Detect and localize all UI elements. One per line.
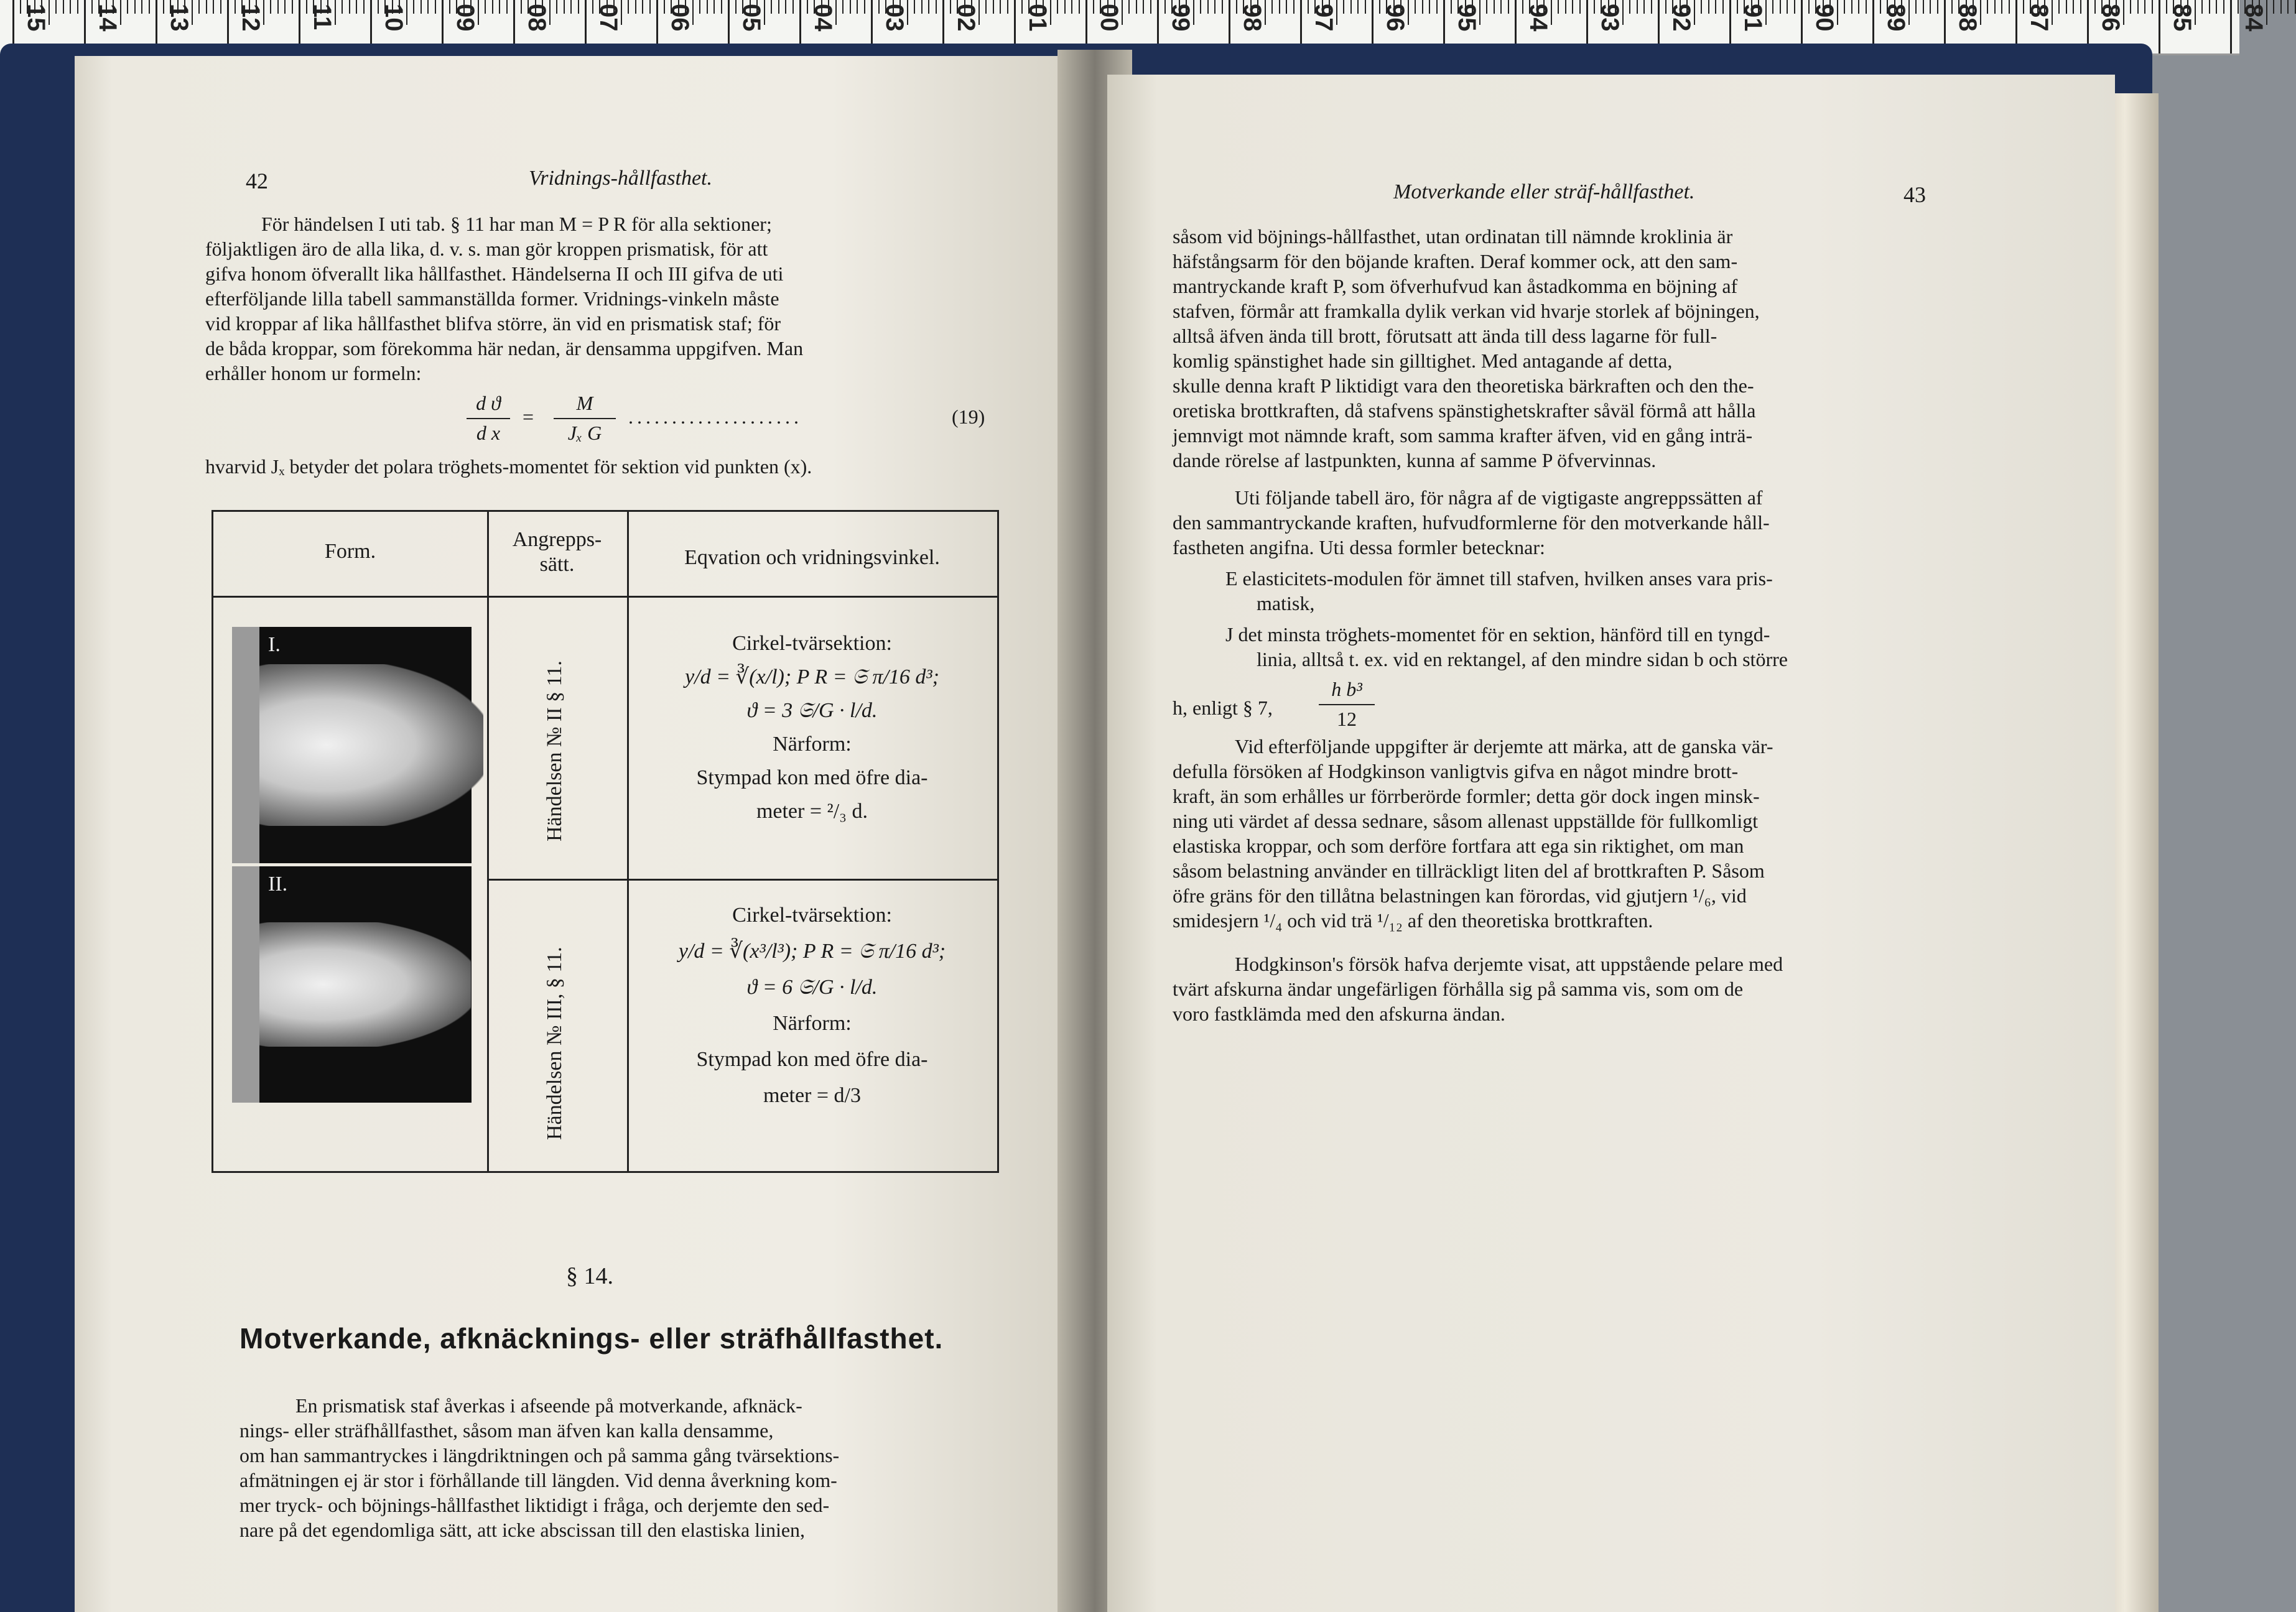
right-page — [1107, 75, 2115, 1612]
ruler-minor-tick — [413, 0, 414, 14]
ruler-minor-tick — [642, 0, 643, 14]
definition-h: h, enligt § 7, h b³ 12 — [1173, 678, 1546, 740]
page-number: 43 — [1903, 182, 1926, 207]
ruler-minor-tick — [1522, 0, 1523, 14]
ruler-minor-tick — [993, 0, 994, 14]
ruler-minor-tick — [635, 0, 636, 14]
ruler-number: 05 — [738, 4, 765, 32]
ruler-minor-tick — [1093, 0, 1094, 14]
ruler-minor-tick — [1780, 0, 1781, 14]
figure-I: I. — [232, 627, 472, 863]
ruler-minor-tick — [1665, 0, 1666, 14]
ruler-minor-tick — [628, 0, 629, 14]
ruler-minor-tick — [1594, 0, 1595, 14]
ruler-minor-tick — [2073, 0, 2074, 14]
paragraph-3: En prismatisk staf åverkas i afseende på motverkande, afknäck- nings- eller sträfhållfasthet, såsom man äfven kan kalla densamme, om han sammantryckes i längdriktningen och på samma gång tvärsektions- afmätningen ej är stor i förhållande till längden. Vid denna åverkning kom- mer tryck- och böjnings-hållfasthet liktidigt i fråga, och derjemte den sed- nare på det egendomliga sätt, att icke abscissan till den elastiska linien, — [239, 1394, 840, 1541]
ruler-minor-tick — [1851, 0, 1852, 14]
ruler-number: 02 — [952, 4, 980, 32]
ruler-minor-tick — [2280, 0, 2282, 14]
ruler-minor-tick — [1579, 0, 1581, 14]
ruler-minor-tick — [2144, 0, 2145, 14]
ruler-minor-tick — [2223, 0, 2224, 14]
ruler-minor-tick — [127, 0, 128, 14]
ruler-minor-tick — [1794, 0, 1795, 14]
ruler-number: 98 — [1239, 4, 1266, 32]
ruler-minor-tick — [492, 0, 493, 14]
ruler-minor-tick — [1422, 0, 1423, 14]
ruler-minor-tick — [1164, 0, 1166, 14]
ruler-minor-tick — [2287, 0, 2289, 14]
ruler-minor-tick — [1365, 0, 1366, 14]
ruler-minor-tick — [206, 0, 207, 14]
ruler-minor-tick — [435, 0, 436, 14]
ruler-number: 84 — [2240, 4, 2267, 32]
ruler-minor-tick — [1637, 0, 1638, 14]
ruler-minor-tick — [1271, 0, 1273, 14]
ruler-minor-tick — [1007, 0, 1008, 14]
ruler-minor-tick — [2080, 0, 2081, 14]
ruler-minor-tick — [1136, 0, 1137, 14]
ruler-minor-tick — [1357, 0, 1359, 14]
ruler-number: 95 — [1453, 4, 1480, 32]
paragraph-2: hvarvid Jₓ betyder det polara tröghets-momentet för sektion vid punkten (x). — [205, 455, 812, 478]
ruler-minor-tick — [1000, 0, 1001, 14]
ruler-minor-tick — [721, 0, 722, 14]
ruler-minor-tick — [20, 0, 21, 14]
left-page — [75, 56, 1082, 1612]
ruler-minor-tick — [1143, 0, 1144, 14]
ruler-number: 93 — [1596, 4, 1624, 32]
ruler-minor-tick — [427, 0, 429, 14]
ruler-minor-tick — [985, 0, 987, 14]
ruler-minor-tick — [1379, 0, 1380, 14]
ruler-minor-tick — [421, 0, 422, 14]
ruler-minor-tick — [1021, 0, 1023, 14]
ruler-minor-tick — [1494, 0, 1495, 14]
ruler-number: 04 — [809, 4, 837, 32]
ruler-number: 86 — [2097, 4, 2124, 32]
ruler-minor-tick — [163, 0, 164, 14]
ruler-minor-tick — [141, 0, 142, 14]
paragraph-2: Uti följande tabell äro, för några af de vigtigaste angreppssätten af den sammantryckande kraften, hufvudformlerne för den motverkande håll- fastheten angifna. Uti dessa formler betecknar: — [1173, 486, 1770, 558]
ruler-number: 13 — [165, 4, 193, 32]
ruler-number: 92 — [1668, 4, 1695, 32]
ruler-minor-tick — [1558, 0, 1559, 14]
ruler-minor-tick — [699, 0, 700, 14]
ruler-minor-tick — [1643, 0, 1645, 14]
ruler-number: 88 — [1954, 4, 1981, 32]
ruler-minor-tick — [235, 0, 236, 14]
ruler-minor-tick — [2023, 0, 2024, 14]
ruler-minor-tick — [1787, 0, 1788, 14]
ruler-minor-tick — [556, 0, 557, 14]
ruler-number: 94 — [1525, 4, 1552, 32]
ruler-minor-tick — [485, 0, 486, 14]
ruler-minor-tick — [878, 0, 880, 14]
ruler-minor-tick — [449, 0, 450, 14]
ruler-minor-tick — [1737, 0, 1738, 14]
ruler-minor-tick — [2216, 0, 2217, 14]
ruler-minor-tick — [1071, 0, 1072, 14]
ruler-minor-tick — [63, 0, 64, 14]
ruler-minor-tick — [1293, 0, 1294, 14]
ruler-minor-tick — [807, 0, 808, 14]
ruler-minor-tick — [213, 0, 214, 14]
ruler-number: 96 — [1382, 4, 1409, 32]
ruler-minor-tick — [936, 0, 937, 14]
ruler-number: 91 — [1739, 4, 1767, 32]
ruler-minor-tick — [1565, 0, 1566, 14]
ruler-minor-tick — [578, 0, 579, 14]
ruler-minor-tick — [1350, 0, 1352, 14]
ruler-minor-tick — [356, 0, 357, 14]
ruler-minor-tick — [842, 0, 844, 14]
ruler-minor-tick — [499, 0, 500, 14]
ruler-minor-tick — [1128, 0, 1130, 14]
ruler-minor-tick — [1150, 0, 1151, 14]
ruler-number: 03 — [881, 4, 908, 32]
ruler-minor-tick — [850, 0, 851, 14]
ruler-minor-tick — [91, 0, 93, 14]
ruler-minor-tick — [1701, 0, 1702, 14]
ruler-minor-tick — [270, 0, 271, 14]
equation-row-2: Cirkel-tvärsektion: y/d = ∛(x³/l³); P R = 𝔖 π/16 d³; ϑ = 6 𝔖/G · l/d. Närform: Stympad kon med öfre dia- meter = d/3 — [678, 904, 946, 1107]
ruler-minor-tick — [2238, 0, 2239, 14]
form-table — [211, 510, 999, 1173]
ruler-minor-tick — [2066, 0, 2067, 14]
ruler-minor-tick — [1343, 0, 1344, 14]
ruler-minor-tick — [134, 0, 136, 14]
figure-II: II. — [232, 866, 472, 1103]
ruler-number: 99 — [1167, 4, 1194, 32]
ruler-minor-tick — [1651, 0, 1652, 14]
ruler-minor-tick — [792, 0, 794, 14]
ruler-minor-tick — [2130, 0, 2131, 14]
ruler-number: 97 — [1310, 4, 1337, 32]
ruler-number: 09 — [452, 4, 479, 32]
case-label-1: Händelsen № II § 11. — [543, 660, 566, 841]
ruler-minor-tick — [1200, 0, 1201, 14]
ruler-minor-tick — [1722, 0, 1724, 14]
ruler-minor-tick — [713, 0, 715, 14]
running-head: Vridnings-hållfasthet. — [529, 167, 712, 190]
ruler-minor-tick — [1286, 0, 1287, 14]
case-label-2: Händelsen № III, § 11. — [543, 947, 566, 1140]
running-head: Motverkande eller sträf-hållfasthet. — [1393, 180, 1695, 203]
ruler-tick — [2230, 0, 2232, 53]
ruler-minor-tick — [1708, 0, 1709, 14]
ruler-minor-tick — [2137, 0, 2139, 14]
ruler-minor-tick — [284, 0, 286, 14]
section-number: § 14. — [566, 1263, 613, 1289]
header-angrepp: Angrepps- sätt. — [512, 528, 602, 576]
ruler-minor-tick — [277, 0, 279, 14]
ruler-number: 01 — [1024, 4, 1051, 32]
header-form: Form. — [324, 540, 376, 563]
ruler-number: 85 — [2168, 4, 2196, 32]
ruler-minor-tick — [707, 0, 708, 14]
ruler-number: 90 — [1811, 4, 1838, 32]
ruler-minor-tick — [378, 0, 379, 14]
paragraph-4: Hodgkinson's försök hafva derjemte visat, att uppstående pelare med tvärt afskurna ändar ungefärligen förhålla sig på samma vis, som om de voro fastklämda med den afskurna ändan. — [1173, 953, 1783, 1025]
formula-19: d ϑ d x = M Jₓ G .................... (19) — [467, 392, 1026, 454]
ruler-number: 08 — [523, 4, 551, 32]
ruler-minor-tick — [2166, 0, 2167, 14]
ruler-minor-tick — [1715, 0, 1716, 14]
ruler-minor-tick — [664, 0, 665, 14]
ruler-minor-tick — [2201, 0, 2203, 14]
ruler-minor-tick — [2094, 0, 2096, 14]
ruler-minor-tick — [349, 0, 350, 14]
ruler-minor-tick — [1279, 0, 1280, 14]
paragraph-3: Vid efterföljande uppgifter är derjemte att märka, att de ganska vär- defulla försöken af Hodgkinson vanligtvis gifva en något mindre brott- kraft, än som erhålles ur förrberörde formler; detta gör dock ingen minsk- ning uti värdet af dessa sednare, såsom allenast uppställde för fullkomligt elastiska kroppar, och som derföre fortfara att ega sin riktighet, om man såsom belastning använder en tillräckligt liten del af brottkraften P. Såsom öfre gräns för den tillåtna belastningen kan förordas, vid gjutjern ¹/₆, vid smidesjern ¹/₄ och vid trä ¹/₁₂ af den theoretiska brottkraften. — [1173, 735, 1773, 932]
ruler-minor-tick — [1064, 0, 1066, 14]
ruler-minor-tick — [55, 0, 57, 14]
ruler-tick — [2159, 0, 2160, 53]
ruler-minor-tick — [149, 0, 150, 14]
ruler-minor-tick — [592, 0, 593, 14]
ruler-minor-tick — [2295, 0, 2296, 14]
ruler-number: 00 — [1095, 4, 1123, 32]
ruler-minor-tick — [950, 0, 951, 14]
ruler-minor-tick — [220, 0, 221, 14]
page-number: 42 — [246, 169, 268, 193]
ruler-minor-tick — [1207, 0, 1209, 14]
ruler-minor-tick — [1572, 0, 1573, 14]
ruler-minor-tick — [2209, 0, 2210, 14]
ruler-minor-tick — [864, 0, 865, 14]
ruler-minor-tick — [2009, 0, 2010, 14]
ruler-minor-tick — [70, 0, 71, 14]
ruler-minor-tick — [1951, 0, 1953, 14]
ruler-minor-tick — [1436, 0, 1438, 14]
ruler-number: 87 — [2025, 4, 2053, 32]
ruler-minor-tick — [506, 0, 508, 14]
ruler-minor-tick — [2058, 0, 2060, 14]
ruler-minor-tick — [1236, 0, 1237, 14]
ruler-minor-tick — [1057, 0, 1058, 14]
ruler-minor-tick — [1808, 0, 1810, 14]
ruler-minor-tick — [928, 0, 929, 14]
definition-E: E elasticitets-modulen för ämnet till stafven, hvilken anses vara pris- matisk, — [1225, 567, 1773, 614]
ruler-minor-tick — [1079, 0, 1080, 14]
ruler-minor-tick — [1844, 0, 1845, 14]
ruler-minor-tick — [1508, 0, 1509, 14]
ruler-minor-tick — [1415, 0, 1416, 14]
ruler-number: 15 — [22, 4, 50, 32]
ruler-number: 14 — [94, 4, 121, 32]
ruler-minor-tick — [1930, 0, 1931, 14]
ruler-minor-tick — [1486, 0, 1487, 14]
ruler-minor-tick — [1994, 0, 1996, 14]
ruler-minor-tick — [778, 0, 779, 14]
ruler-number: 89 — [1882, 4, 1910, 32]
ruler-minor-tick — [1772, 0, 1773, 14]
ruler-minor-tick — [1222, 0, 1223, 14]
ruler-minor-tick — [1429, 0, 1430, 14]
ruler-minor-tick — [1500, 0, 1502, 14]
ruler-minor-tick — [198, 0, 200, 14]
ruler-minor-tick — [921, 0, 923, 14]
ruler-minor-tick — [342, 0, 343, 14]
ruler-minor-tick — [1915, 0, 1917, 14]
section-title: Motverkande, afknäcknings- eller sträfhållfasthet. — [239, 1322, 944, 1355]
ruler-minor-tick — [2152, 0, 2153, 14]
ruler-minor-tick — [1866, 0, 1867, 14]
ruler-minor-tick — [363, 0, 365, 14]
ruler-minor-tick — [564, 0, 565, 14]
header-eqvation: Eqvation och vridningsvinkel. — [684, 546, 940, 569]
ruler-minor-tick — [521, 0, 522, 14]
ruler-minor-tick — [857, 0, 858, 14]
ruler-minor-tick — [1880, 0, 1881, 14]
ruler-number: 11 — [309, 4, 336, 30]
definition-J: J det minsta tröghets-momentet för en sektion, hänförd till en tyngd- linia, alltså t. ex. vid en rektangel, af den mindre sidan b och större — [1225, 623, 1788, 670]
paragraph-1: För händelsen I uti tab. § 11 har man M = P R för alla sektioner; följaktligen äro de alla lika, d. v. s. man gör kroppen prismatisk, för att gifva honom öfverallt lika hållfasthet. Händelserna II och III gifva de uti efterföljande lilla tabell sammanställda former. Vridnings-vinkeln måste vid kroppar af lika hållfasthet blifva större, än vid en prismatisk staf; för de båda kroppar, som förekomma här nedan, är densamma uppgifven. Man erhåller honom ur formeln: — [205, 213, 804, 384]
ruler-minor-tick — [1858, 0, 1859, 14]
ruler-minor-tick — [77, 0, 78, 14]
ruler-number: 10 — [380, 4, 407, 32]
ruler-minor-tick — [785, 0, 786, 14]
ruler-minor-tick — [1987, 0, 1988, 14]
ruler-minor-tick — [1629, 0, 1630, 14]
ruler-minor-tick — [1451, 0, 1452, 14]
ruler-minor-tick — [735, 0, 737, 14]
ruler-minor-tick — [771, 0, 772, 14]
ruler-minor-tick — [1308, 0, 1309, 14]
ruler-minor-tick — [292, 0, 293, 14]
ruler-minor-tick — [2001, 0, 2002, 14]
paragraph-1: såsom vid böjnings-hållfasthet, utan ordinatan till nämnde kroklinia är häfstångsarm för den böjande kraften. Deraf kommer ock, att den sam- mantryckande kraft P, som öfverhufvud kan åstadkomma en böjning af stafven, förmår att framkalla dylik verkan vid hvarje storlek af böjningen, alltså äfven ända till brott, förutsatt att ända till dess lagarne för full- komlig spänstighet hade sin gilltighet. Med antagande af detta, skulle denna kraft P liktidigt vara den theoretiska bärkraften och den the- oretiska brottkraften, då stafvens spänstighetskrafter såväl förmå att hålla jemnvigt mot nämnde kraft, som samma krafter äfven, vid en gång inträ- dande rörelse af lastpunkten, kunna af samme P öfvervinnas. — [1173, 225, 1760, 471]
ruler-minor-tick — [2273, 0, 2274, 14]
equation-row-1: Cirkel-tvärsektion: y/d = ∛(x/l); P R = 𝔖 π/16 d³; ϑ = 3 𝔖/G · l/d. Närform: Stympad kon med öfre dia- meter = ²/₃ d. — [685, 632, 939, 823]
ruler-number: 12 — [237, 4, 264, 32]
ruler-minor-tick — [306, 0, 307, 14]
ruler-minor-tick — [1923, 0, 1924, 14]
ruler-minor-tick — [914, 0, 915, 14]
ruler-minor-tick — [649, 0, 651, 14]
ruler-minor-tick — [1214, 0, 1215, 14]
ruler-minor-tick — [570, 0, 572, 14]
ruler-minor-tick — [1937, 0, 1938, 14]
ruler-number: 06 — [666, 4, 694, 32]
ruler-number: 07 — [595, 4, 622, 32]
